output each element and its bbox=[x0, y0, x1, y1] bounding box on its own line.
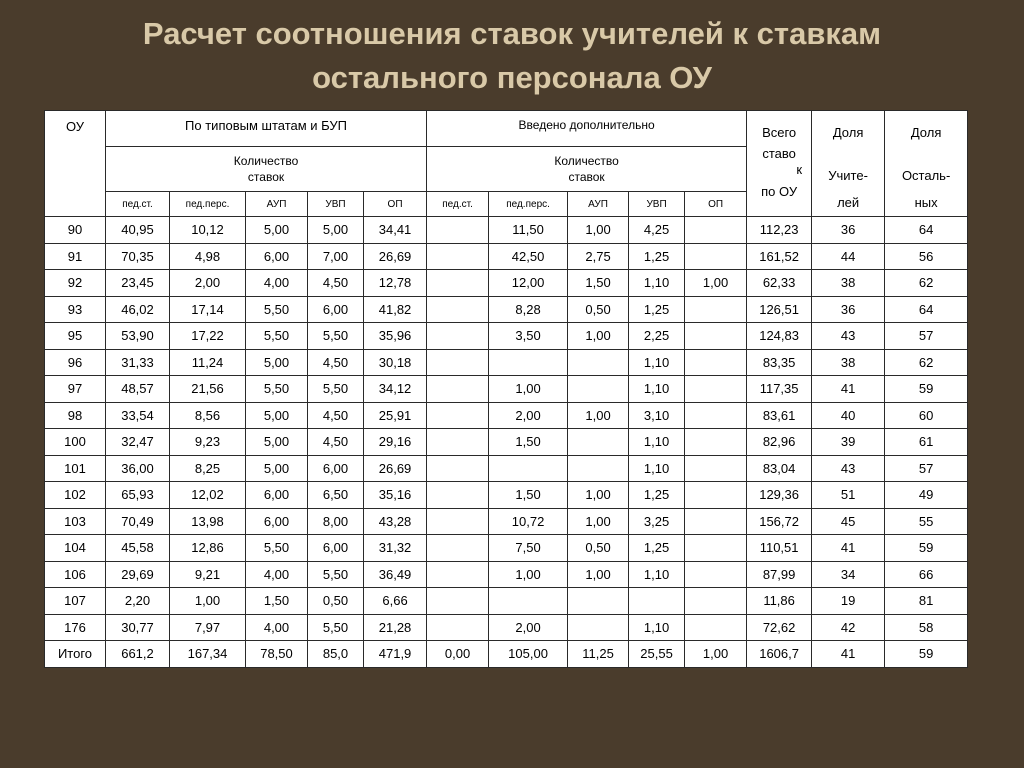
cell-share-teachers: 38 bbox=[812, 270, 885, 297]
cell-share-teachers: 34 bbox=[812, 561, 885, 588]
cell-typ-uvp: 6,00 bbox=[308, 535, 364, 562]
cell-add-aup: 1,00 bbox=[568, 508, 629, 535]
cell-add-ped-pers: 2,00 bbox=[489, 614, 568, 641]
cell-add-aup bbox=[568, 349, 629, 376]
cell-typ-aup: 5,00 bbox=[246, 402, 308, 429]
cell-add-aup: 1,00 bbox=[568, 217, 629, 244]
cell-typ-aup: 6,00 bbox=[246, 482, 308, 509]
cell-add-ped-st bbox=[427, 482, 489, 509]
cell-total: 126,51 bbox=[747, 296, 812, 323]
cell-add-uvp: 1,25 bbox=[629, 296, 685, 323]
cell-add-aup: 2,75 bbox=[568, 243, 629, 270]
cell-add-ped-pers: 42,50 bbox=[489, 243, 568, 270]
table-row bbox=[45, 614, 968, 641]
cell-typ-ped-pers: 17,14 bbox=[170, 296, 246, 323]
cell-add-uvp bbox=[629, 588, 685, 615]
cell-ou: 176 bbox=[45, 614, 106, 641]
cell-add-op bbox=[685, 482, 747, 509]
cell-typ-aup: 78,50 bbox=[246, 641, 308, 668]
cell-typ-ped-pers: 10,12 bbox=[170, 217, 246, 244]
table-row bbox=[45, 641, 968, 668]
header-share-others-1: Доля bbox=[910, 125, 942, 140]
cell-typ-op: 36,49 bbox=[364, 561, 427, 588]
cell-typ-uvp: 85,0 bbox=[308, 641, 364, 668]
cell-add-uvp: 1,10 bbox=[629, 614, 685, 641]
cell-typ-aup: 5,50 bbox=[246, 323, 308, 350]
cell-add-uvp: 3,10 bbox=[629, 402, 685, 429]
cell-share-teachers: 44 bbox=[812, 243, 885, 270]
cell-typ-uvp: 5,50 bbox=[308, 376, 364, 403]
cell-add-ped-pers: 8,28 bbox=[489, 296, 568, 323]
cell-share-teachers: 39 bbox=[812, 429, 885, 456]
cell-typ-ped-st: 65,93 bbox=[106, 482, 170, 509]
cell-typ-ped-st: 70,35 bbox=[106, 243, 170, 270]
cell-add-op bbox=[685, 614, 747, 641]
cell-add-ped-pers bbox=[489, 349, 568, 376]
cell-share-teachers: 40 bbox=[812, 402, 885, 429]
header-share-others-3: ных bbox=[914, 195, 938, 210]
cell-typ-aup: 5,50 bbox=[246, 296, 308, 323]
cell-typ-op: 41,82 bbox=[364, 296, 427, 323]
cell-typ-ped-pers: 9,23 bbox=[170, 429, 246, 456]
cell-share-teachers: 41 bbox=[812, 376, 885, 403]
header-total-2: ставо bbox=[762, 146, 796, 161]
cell-share-teachers: 45 bbox=[812, 508, 885, 535]
cell-add-aup bbox=[568, 614, 629, 641]
cell-add-ped-pers: 2,00 bbox=[489, 402, 568, 429]
cell-typ-uvp: 4,50 bbox=[308, 429, 364, 456]
cell-total: 117,35 bbox=[747, 376, 812, 403]
cell-add-uvp: 1,25 bbox=[629, 482, 685, 509]
cell-typ-ped-pers: 13,98 bbox=[170, 508, 246, 535]
header-total bbox=[747, 111, 812, 217]
cell-add-aup: 0,50 bbox=[568, 296, 629, 323]
cell-ou: 107 bbox=[45, 588, 106, 615]
cell-add-aup: 1,00 bbox=[568, 323, 629, 350]
cell-typ-op: 35,96 bbox=[364, 323, 427, 350]
cell-typ-ped-pers: 21,56 bbox=[170, 376, 246, 403]
cell-ou: 102 bbox=[45, 482, 106, 509]
cell-ou: 95 bbox=[45, 323, 106, 350]
header-sub-5: пед.ст. bbox=[427, 192, 489, 217]
cell-add-aup bbox=[568, 429, 629, 456]
header-sub-7: АУП bbox=[568, 192, 629, 217]
header-share-others-2: Осталь- bbox=[901, 168, 951, 183]
cell-add-ped-pers: 1,00 bbox=[489, 376, 568, 403]
cell-typ-uvp: 6,00 bbox=[308, 455, 364, 482]
cell-add-ped-pers: 1,00 bbox=[489, 561, 568, 588]
cell-add-aup bbox=[568, 455, 629, 482]
cell-add-aup: 1,00 bbox=[568, 402, 629, 429]
cell-share-teachers: 43 bbox=[812, 323, 885, 350]
cell-add-ped-pers: 11,50 bbox=[489, 217, 568, 244]
cell-typ-aup: 5,00 bbox=[246, 429, 308, 456]
cell-add-ped-pers: 1,50 bbox=[489, 429, 568, 456]
cell-total: 161,52 bbox=[747, 243, 812, 270]
cell-typ-ped-st: 29,69 bbox=[106, 561, 170, 588]
cell-typ-aup: 4,00 bbox=[246, 614, 308, 641]
cell-add-op bbox=[685, 243, 747, 270]
cell-typ-op: 6,66 bbox=[364, 588, 427, 615]
cell-typ-uvp: 6,50 bbox=[308, 482, 364, 509]
cell-typ-ped-st: 45,58 bbox=[106, 535, 170, 562]
cell-typ-uvp: 4,50 bbox=[308, 349, 364, 376]
header-ou: ОУ bbox=[45, 111, 106, 217]
cell-share-teachers: 36 bbox=[812, 217, 885, 244]
cell-add-op bbox=[685, 429, 747, 456]
cell-share-others: 49 bbox=[885, 482, 968, 509]
cell-typ-ped-st: 70,49 bbox=[106, 508, 170, 535]
cell-add-uvp: 1,25 bbox=[629, 243, 685, 270]
cell-share-others: 58 bbox=[885, 614, 968, 641]
cell-typ-ped-st: 53,90 bbox=[106, 323, 170, 350]
cell-add-op bbox=[685, 561, 747, 588]
cell-ou: 98 bbox=[45, 402, 106, 429]
cell-total: 124,83 bbox=[747, 323, 812, 350]
cell-add-ped-st bbox=[427, 296, 489, 323]
cell-typ-ped-pers: 167,34 bbox=[170, 641, 246, 668]
cell-add-ped-pers: 1,50 bbox=[489, 482, 568, 509]
cell-add-ped-st bbox=[427, 217, 489, 244]
table-row bbox=[45, 429, 968, 456]
cell-typ-op: 43,28 bbox=[364, 508, 427, 535]
header-sub-6: пед.перс. bbox=[489, 192, 568, 217]
cell-typ-uvp: 4,50 bbox=[308, 402, 364, 429]
cell-share-teachers: 36 bbox=[812, 296, 885, 323]
cell-typ-aup: 4,00 bbox=[246, 270, 308, 297]
cell-add-uvp: 1,10 bbox=[629, 349, 685, 376]
cell-typ-op: 31,32 bbox=[364, 535, 427, 562]
cell-total: 156,72 bbox=[747, 508, 812, 535]
cell-total: 87,99 bbox=[747, 561, 812, 588]
cell-add-op bbox=[685, 535, 747, 562]
cell-typ-ped-st: 33,54 bbox=[106, 402, 170, 429]
cell-add-op bbox=[685, 217, 747, 244]
cell-add-aup: 1,50 bbox=[568, 270, 629, 297]
header-group-typical: По типовым штатам и БУП bbox=[106, 111, 427, 147]
cell-add-ped-st bbox=[427, 561, 489, 588]
table-row bbox=[45, 508, 968, 535]
cell-add-ped-pers bbox=[489, 588, 568, 615]
header-sub-0: пед.ст. bbox=[106, 192, 170, 217]
cell-ou: 100 bbox=[45, 429, 106, 456]
cell-typ-uvp: 5,00 bbox=[308, 217, 364, 244]
page-title bbox=[0, 12, 1024, 100]
cell-share-teachers: 42 bbox=[812, 614, 885, 641]
cell-add-ped-st bbox=[427, 429, 489, 456]
cell-add-op bbox=[685, 349, 747, 376]
cell-total: 62,33 bbox=[747, 270, 812, 297]
cell-typ-ped-st: 36,00 bbox=[106, 455, 170, 482]
cell-total: 110,51 bbox=[747, 535, 812, 562]
cell-total: 1606,7 bbox=[747, 641, 812, 668]
cell-add-op bbox=[685, 323, 747, 350]
cell-add-op bbox=[685, 296, 747, 323]
cell-add-uvp: 1,10 bbox=[629, 270, 685, 297]
cell-ou: 91 bbox=[45, 243, 106, 270]
cell-ou: 104 bbox=[45, 535, 106, 562]
cell-share-others: 57 bbox=[885, 455, 968, 482]
staff-ratio-table bbox=[44, 110, 968, 668]
header-total-4: по ОУ bbox=[761, 184, 798, 199]
cell-share-teachers: 43 bbox=[812, 455, 885, 482]
header-sub-8: УВП bbox=[629, 192, 685, 217]
cell-add-op: 1,00 bbox=[685, 641, 747, 668]
cell-typ-op: 35,16 bbox=[364, 482, 427, 509]
cell-add-aup: 1,00 bbox=[568, 482, 629, 509]
cell-total: 82,96 bbox=[747, 429, 812, 456]
title-line-1: Расчет соотношения ставок учителей к ставкам bbox=[142, 16, 882, 51]
table-row bbox=[45, 270, 968, 297]
header-qty-typical-1: Количество bbox=[233, 154, 299, 168]
cell-ou: 93 bbox=[45, 296, 106, 323]
cell-typ-ped-pers: 12,86 bbox=[170, 535, 246, 562]
cell-typ-uvp: 5,50 bbox=[308, 323, 364, 350]
table-body bbox=[45, 217, 968, 668]
cell-add-op bbox=[685, 508, 747, 535]
table-row bbox=[45, 217, 968, 244]
cell-typ-ped-st: 48,57 bbox=[106, 376, 170, 403]
cell-typ-op: 12,78 bbox=[364, 270, 427, 297]
cell-typ-ped-pers: 12,02 bbox=[170, 482, 246, 509]
cell-typ-ped-pers: 1,00 bbox=[170, 588, 246, 615]
cell-ou: 101 bbox=[45, 455, 106, 482]
header-share-teachers-1: Доля bbox=[832, 125, 864, 140]
cell-add-uvp: 1,10 bbox=[629, 376, 685, 403]
cell-add-ped-st bbox=[427, 243, 489, 270]
cell-add-aup: 11,25 bbox=[568, 641, 629, 668]
cell-typ-uvp: 6,00 bbox=[308, 296, 364, 323]
cell-typ-aup: 5,00 bbox=[246, 217, 308, 244]
table-row bbox=[45, 455, 968, 482]
cell-share-others: 59 bbox=[885, 535, 968, 562]
cell-add-aup bbox=[568, 376, 629, 403]
header-group-added: Введено дополнительно bbox=[427, 111, 747, 147]
cell-total: 129,36 bbox=[747, 482, 812, 509]
cell-typ-ped-st: 661,2 bbox=[106, 641, 170, 668]
cell-share-others: 81 bbox=[885, 588, 968, 615]
cell-typ-ped-st: 2,20 bbox=[106, 588, 170, 615]
cell-add-ped-pers: 10,72 bbox=[489, 508, 568, 535]
cell-typ-op: 34,12 bbox=[364, 376, 427, 403]
cell-ou: 97 bbox=[45, 376, 106, 403]
cell-share-teachers: 41 bbox=[812, 641, 885, 668]
cell-add-ped-pers: 105,00 bbox=[489, 641, 568, 668]
cell-share-others: 56 bbox=[885, 243, 968, 270]
cell-share-others: 57 bbox=[885, 323, 968, 350]
cell-typ-ped-pers: 8,25 bbox=[170, 455, 246, 482]
cell-add-uvp: 4,25 bbox=[629, 217, 685, 244]
cell-typ-aup: 5,50 bbox=[246, 376, 308, 403]
cell-share-others: 59 bbox=[885, 376, 968, 403]
cell-add-ped-st bbox=[427, 588, 489, 615]
cell-add-ped-st bbox=[427, 349, 489, 376]
cell-typ-ped-st: 46,02 bbox=[106, 296, 170, 323]
cell-typ-uvp: 4,50 bbox=[308, 270, 364, 297]
cell-ou: 92 bbox=[45, 270, 106, 297]
cell-add-uvp: 1,10 bbox=[629, 429, 685, 456]
cell-ou: Итого bbox=[45, 641, 106, 668]
cell-add-uvp: 1,25 bbox=[629, 535, 685, 562]
cell-add-uvp: 1,10 bbox=[629, 455, 685, 482]
cell-typ-ped-st: 40,95 bbox=[106, 217, 170, 244]
cell-ou: 96 bbox=[45, 349, 106, 376]
cell-add-ped-pers bbox=[489, 455, 568, 482]
table-row bbox=[45, 588, 968, 615]
cell-total: 83,61 bbox=[747, 402, 812, 429]
cell-typ-op: 25,91 bbox=[364, 402, 427, 429]
cell-add-ped-st bbox=[427, 402, 489, 429]
cell-add-aup: 1,00 bbox=[568, 561, 629, 588]
cell-share-teachers: 51 bbox=[812, 482, 885, 509]
cell-add-op bbox=[685, 402, 747, 429]
cell-typ-aup: 4,00 bbox=[246, 561, 308, 588]
cell-typ-uvp: 5,50 bbox=[308, 614, 364, 641]
header-qty-added-1: Количество bbox=[554, 154, 619, 168]
cell-add-uvp: 3,25 bbox=[629, 508, 685, 535]
cell-share-others: 60 bbox=[885, 402, 968, 429]
cell-add-aup bbox=[568, 588, 629, 615]
cell-add-uvp: 25,55 bbox=[629, 641, 685, 668]
cell-add-ped-st: 0,00 bbox=[427, 641, 489, 668]
header-sub-2: АУП bbox=[246, 192, 308, 217]
cell-share-others: 62 bbox=[885, 270, 968, 297]
header-sub-9: ОП bbox=[685, 192, 747, 217]
table-row bbox=[45, 561, 968, 588]
cell-add-ped-st bbox=[427, 508, 489, 535]
cell-typ-op: 30,18 bbox=[364, 349, 427, 376]
cell-ou: 103 bbox=[45, 508, 106, 535]
table-row bbox=[45, 482, 968, 509]
cell-typ-uvp: 7,00 bbox=[308, 243, 364, 270]
cell-share-others: 64 bbox=[885, 296, 968, 323]
table-row bbox=[45, 402, 968, 429]
header-qty-typical bbox=[106, 147, 427, 192]
header-qty-typical-2: ставок bbox=[247, 170, 285, 184]
cell-typ-ped-pers: 7,97 bbox=[170, 614, 246, 641]
cell-total: 11,86 bbox=[747, 588, 812, 615]
table-row bbox=[45, 243, 968, 270]
cell-share-others: 62 bbox=[885, 349, 968, 376]
cell-add-ped-st bbox=[427, 614, 489, 641]
cell-add-ped-pers: 3,50 bbox=[489, 323, 568, 350]
cell-add-op bbox=[685, 455, 747, 482]
header-row-1 bbox=[45, 111, 968, 147]
cell-add-ped-pers: 7,50 bbox=[489, 535, 568, 562]
cell-typ-uvp: 5,50 bbox=[308, 561, 364, 588]
cell-total: 83,35 bbox=[747, 349, 812, 376]
cell-add-uvp: 1,10 bbox=[629, 561, 685, 588]
cell-typ-uvp: 8,00 bbox=[308, 508, 364, 535]
cell-typ-aup: 5,00 bbox=[246, 349, 308, 376]
header-sub-1: пед.перс. bbox=[170, 192, 246, 217]
cell-share-teachers: 41 bbox=[812, 535, 885, 562]
cell-add-uvp: 2,25 bbox=[629, 323, 685, 350]
cell-typ-aup: 5,00 bbox=[246, 455, 308, 482]
cell-typ-ped-pers: 4,98 bbox=[170, 243, 246, 270]
cell-total: 112,23 bbox=[747, 217, 812, 244]
cell-typ-ped-st: 23,45 bbox=[106, 270, 170, 297]
cell-share-teachers: 38 bbox=[812, 349, 885, 376]
header-share-teachers-3: лей bbox=[837, 195, 860, 210]
cell-share-others: 59 bbox=[885, 641, 968, 668]
cell-total: 83,04 bbox=[747, 455, 812, 482]
cell-ou: 90 bbox=[45, 217, 106, 244]
cell-typ-ped-pers: 11,24 bbox=[170, 349, 246, 376]
cell-typ-op: 26,69 bbox=[364, 243, 427, 270]
cell-share-teachers: 19 bbox=[812, 588, 885, 615]
cell-typ-ped-st: 30,77 bbox=[106, 614, 170, 641]
table-row bbox=[45, 323, 968, 350]
table-row bbox=[45, 535, 968, 562]
cell-add-op bbox=[685, 588, 747, 615]
cell-typ-op: 471,9 bbox=[364, 641, 427, 668]
cell-typ-op: 21,28 bbox=[364, 614, 427, 641]
header-sub-3: УВП bbox=[308, 192, 364, 217]
cell-add-aup: 0,50 bbox=[568, 535, 629, 562]
table-row bbox=[45, 296, 968, 323]
cell-typ-aup: 5,50 bbox=[246, 535, 308, 562]
cell-add-ped-st bbox=[427, 270, 489, 297]
table-row bbox=[45, 349, 968, 376]
title-line-2: остального персонала ОУ bbox=[312, 60, 712, 95]
cell-add-ped-st bbox=[427, 535, 489, 562]
cell-add-ped-st bbox=[427, 323, 489, 350]
cell-share-others: 66 bbox=[885, 561, 968, 588]
header-total-3: к bbox=[796, 162, 803, 177]
cell-share-others: 61 bbox=[885, 429, 968, 456]
header-total-1: Всего bbox=[762, 125, 797, 140]
header-qty-added-2: ставок bbox=[568, 170, 605, 184]
cell-typ-op: 26,69 bbox=[364, 455, 427, 482]
cell-add-op bbox=[685, 376, 747, 403]
cell-total: 72,62 bbox=[747, 614, 812, 641]
header-share-teachers bbox=[812, 111, 885, 217]
cell-typ-ped-pers: 17,22 bbox=[170, 323, 246, 350]
cell-ou: 106 bbox=[45, 561, 106, 588]
header-sub-4: ОП bbox=[364, 192, 427, 217]
cell-typ-aup: 6,00 bbox=[246, 508, 308, 535]
cell-typ-op: 29,16 bbox=[364, 429, 427, 456]
header-share-others bbox=[885, 111, 968, 217]
cell-typ-uvp: 0,50 bbox=[308, 588, 364, 615]
cell-typ-aup: 1,50 bbox=[246, 588, 308, 615]
cell-add-op: 1,00 bbox=[685, 270, 747, 297]
cell-typ-ped-pers: 2,00 bbox=[170, 270, 246, 297]
cell-typ-ped-st: 32,47 bbox=[106, 429, 170, 456]
cell-add-ped-st bbox=[427, 455, 489, 482]
table-row bbox=[45, 376, 968, 403]
cell-typ-ped-pers: 8,56 bbox=[170, 402, 246, 429]
cell-typ-ped-pers: 9,21 bbox=[170, 561, 246, 588]
cell-typ-ped-st: 31,33 bbox=[106, 349, 170, 376]
header-share-teachers-2: Учите- bbox=[828, 168, 868, 183]
cell-typ-op: 34,41 bbox=[364, 217, 427, 244]
header-qty-added bbox=[427, 147, 747, 192]
cell-typ-aup: 6,00 bbox=[246, 243, 308, 270]
cell-add-ped-pers: 12,00 bbox=[489, 270, 568, 297]
cell-add-ped-st bbox=[427, 376, 489, 403]
cell-share-others: 55 bbox=[885, 508, 968, 535]
cell-share-others: 64 bbox=[885, 217, 968, 244]
